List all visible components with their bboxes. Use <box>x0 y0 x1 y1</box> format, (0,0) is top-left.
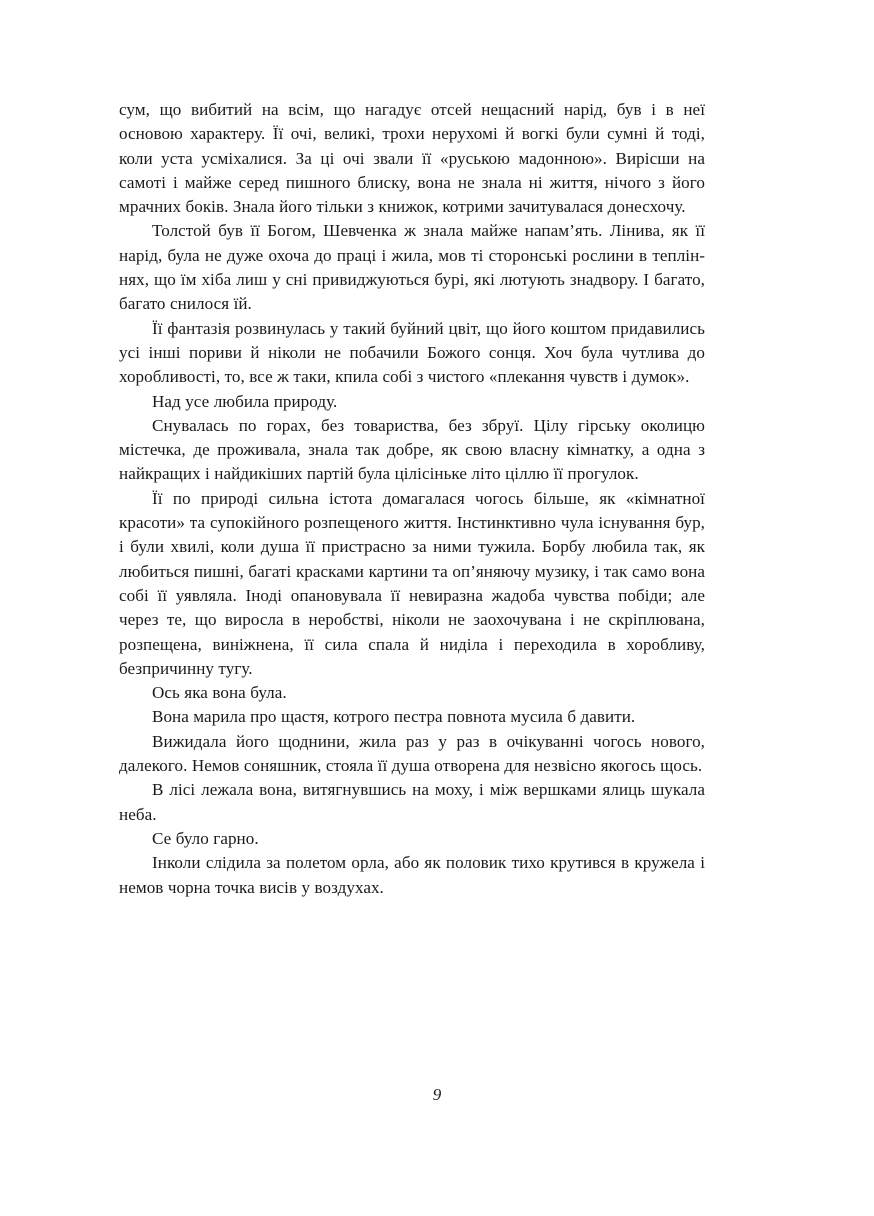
paragraph-continued: сум, що вибитий на всім, що нагадує отсей нещасний нарід, був і в неї основою характеру. Її очі, великі, трохи нерухомі й вогкі були сумні й тоді, коли уста усміхалися. За ці очі звали її «руською мадонною». Вирісши на самоті і майже серед пишного блиску, вона не знала ні життя, нічого з його мрачних боків. Знала його тільки з книжок, котрими зачитувалася донесхочу. <box>119 100 705 217</box>
paragraph: В лісі лежала вона, витягнувшись на моху, і між вершками ялиць шукала неба. <box>119 780 705 824</box>
paragraph: Ось яка вона була. <box>152 683 287 703</box>
page-text-block <box>119 98 705 900</box>
paragraph: Вижидала його щоднини, жила раз у раз в очікуванні чогось нового, далекого. Немов соняшник, стояла її душа отворена для незвісно якогось щось. <box>119 731 705 776</box>
paragraph: Се було гарно. <box>152 828 259 848</box>
paragraph: Толстой був її Богом, Шевченка ж знала майже напам’ять. Лінива, як її нарід, була не дуже охоча до праці і жила, мов ті сторонські рослини в тепліннях, що їм хіба лиш у сні привиджуються бурі, які лютують знадвору. І багато, багато снилося їй. <box>119 221 705 314</box>
paragraph: Її фантазія розвинулась у такий буйний цвіт, що його коштом придавились усі інші пориви й ніколи не побачили Божого сонця. Хоч була чутлива до хоробливості, то, все ж таки, кпила собі з чистого «плекання чувств і думок». <box>119 318 705 387</box>
page-number: 9 <box>432 1085 442 1104</box>
paragraph: Її по природі сильна істота домагалася чогось більше, як «кімнатної красоти» та супокійного розпещеного життя. Інстинктивно чула існування бур, і були хвилі, коли душа її пристрасно за ними тужила. Борбу любила так, як любиться пишні, багаті красками картини та оп’яняючу музику, і так само вона собі її уявляла. Іноді опановувала її невиразна жадоба чувства побіди; але через те, що виросла в неробстві, ніколи не заохочувана і не скріплювана, розпещена, виніжнена, її сила спала й ниділа і переходила в хоробливу, безпричинну тугу. <box>119 488 705 678</box>
paragraph: Вона марила про щастя, котрого пестра повнота мусила б давити. <box>152 707 636 727</box>
paragraph: Над усе любила природу. <box>152 391 338 411</box>
paragraph: Інколи слідила за полетом орла, або як половик тихо крутився в кружела і немов чорна точка висів у воздухах. <box>119 853 705 897</box>
paragraph: Снувалась по горах, без товариства, без збруї. Цілу гірську околицю містечка, де проживала, знала так добре, як свою власну кімнатку, а одна з найкращих і найдикіших партій була цілісіньке літо ціллю її прогулок. <box>119 415 705 484</box>
